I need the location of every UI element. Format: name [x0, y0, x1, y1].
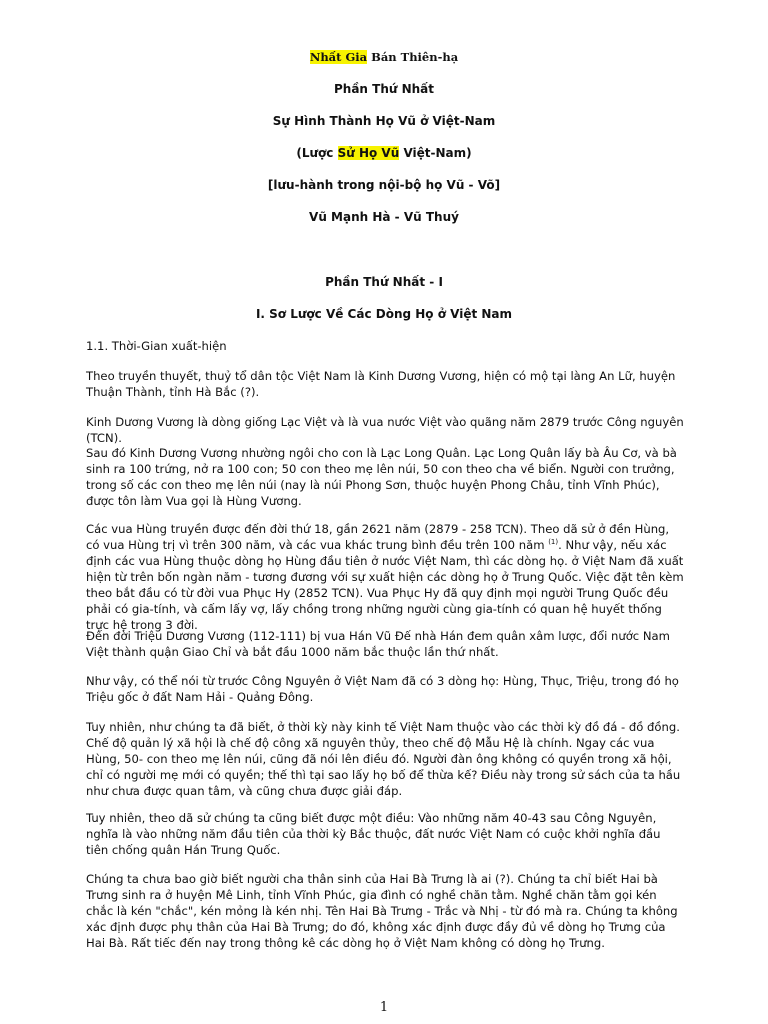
- paragraph-text: Đến đời Triệu Dương Vương (112-111) bị vua Hán Vũ Đế nhà Hán đem quân xâm lược, đổi nước Nam Việt thành quận Giao Chỉ và bắt đầu 1000 năm bắc thuộc lần thứ nhất.: [86, 629, 670, 659]
- paragraph-part: Các vua Hùng truyền được đến đời thứ 18, gần 2621 năm (2879 - 258 TCN). Theo dã sử ở đền Hùng, có vua Hùng trị vì trên 300 năm, và các vua khác trung bình đều trên 100 năm: [86, 522, 670, 552]
- main-title: Sự Hình Thành Họ Vũ ở Việt-Nam: [272, 114, 496, 128]
- part-heading: Phần Thứ Nhất: [333, 82, 435, 96]
- subheading: [86, 338, 684, 354]
- section-subtitle: I. Sơ Lược Về Các Dòng Họ ở Việt Nam: [255, 307, 513, 321]
- circulation-note: [lưu-hành trong nội-bộ họ Vũ - Võ]: [267, 178, 501, 192]
- paragraph-text: Tuy nhiên, theo dã sử chúng ta cũng biết được một điều: Vào những năm 40-43 sau Công Nguyên, nghĩa là vào những năm đầu tiên của thời kỳ Bắc thuộc, đất nước Việt Nam có cuộc khởi nghĩa đầu tiên chống quân Hán Trung Quốc.: [86, 811, 661, 857]
- authors: Vũ Mạnh Hà - Vũ Thuý: [309, 210, 459, 224]
- page-number: 1: [379, 1000, 389, 1015]
- paragraph-1: [86, 368, 684, 400]
- paragraph-text: Chúng ta chưa bao giờ biết người cha thân sinh của Hai Bà Trưng là ai (?). Chúng ta chỉ biết Hai bà Trưng sinh ra ở huyện Mê Linh, tỉnh Vĩnh Phúc, gia đình có nghề chăn tằm. Nghề chăn tằm gọi kén chắc là kén "chắc", kén mỏng là kén nhị. Tên Hai Bà Trưng - Trắc và Nhị - từ đó mà ra. Chúng ta không xác định được phụ thân của Hai Bà Trưng; do đó, không xác định được đầy đủ về dòng họ Trưng của Hai Bà. Rất tiếc đến nay trong thông kê các dòng họ ở Việt Nam không có dòng họ Trưng.: [86, 872, 678, 950]
- subheading-text: 1.1. Thời-Gian xuất-hiện: [86, 339, 227, 353]
- paragraph-9: [86, 871, 684, 951]
- paragraph-text: Như vậy, có thể nói từ trước Công Nguyên ở Việt Nam đã có 3 dòng họ: Hùng, Thục, Triệu, trong đó họ Triệu gốc ở đất Nam Hải - Quảng Đông.: [86, 674, 679, 704]
- subtitle-pre: (Lược: [296, 146, 338, 160]
- paragraph-text: Theo truyền thuyết, thuỷ tổ dân tộc Việt Nam là Kinh Dương Vương, hiện có mộ tại làng An Lữ, huyện Thuận Thành, tỉnh Hà Bắc (?).: [86, 369, 676, 399]
- paragraph-text: [86, 521, 684, 633]
- section-title: Phần Thứ Nhất - I: [325, 275, 443, 289]
- highlighted-text: Nhất Gia: [309, 50, 368, 64]
- paragraph-2: [86, 414, 684, 446]
- subtitle: [0, 145, 768, 161]
- paragraph-5: [86, 628, 684, 660]
- footnote-ref[interactable]: (1): [548, 538, 559, 547]
- paragraph-6: [86, 673, 684, 705]
- paragraph-part: . Như vậy, nếu xác định các vua Hùng thuộc dòng họ Hùng đầu tiên ở nước Việt Nam, thì các dòng họ. ở Việt Nam đã xuất hiện từ trên bốn ngàn năm - tương đương với sự xuất hiện các dòng họ ở Trung Quốc. Việc đặt tên kèm theo bắt đầu có từ đời vua Phục Hy (2852 TCN). Vua Phục Hy đã quy định mọi người Trung Quốc đều phải có gia-tính, và cấm lấy vợ, lấy chồng trong những người cùng gia-tính có quan hệ huyết thống trực hệ trong 3 đời.: [86, 538, 684, 632]
- doc-title-rest: Bán Thiên-hạ: [367, 50, 459, 64]
- paragraph-4: [86, 521, 684, 633]
- paragraph-7: [86, 719, 684, 799]
- highlighted-text: Sử Họ Vũ: [337, 146, 400, 160]
- paragraph-text: Sau đó Kinh Dương Vương nhường ngôi cho con là Lạc Long Quân. Lạc Long Quân lấy bà Âu Cơ, và bà sinh ra 100 trứng, nở ra 100 con; 50 con theo mẹ lên núi, 50 con theo cha về biển. Người con trưởng, trong số các con theo mẹ lên núi (nay là núi Phong Sơn, thuộc huyện Phong Châu, tỉnh Vĩnh Phúc), được tôn làm Vua gọi là Hùng Vương.: [86, 446, 677, 508]
- paragraph-8: [86, 810, 684, 858]
- paragraph-text: Kinh Dương Vương là dòng giống Lạc Việt và là vua nước Việt vào quãng năm 2879 trước Công nguyên (TCN).: [86, 415, 684, 445]
- paragraph-text: Tuy nhiên, như chúng ta đã biết, ở thời kỳ này kinh tế Việt Nam thuộc vào các thời kỳ đồ đá - đồ đồng. Chế độ quản lý xã hội là chế độ công xã nguyên thủy, theo chế độ Mẫu Hệ là chính. Ngay các vua Hùng, 50- con theo mẹ lên núi, cũng đã nói lên điều đó. Người đàn ông không có quyền trong xã hội, chỉ có người mẹ mới có quyền; thế thì tại sao lấy họ bố để thừa kế? Điều này trong sử sách của ta hầu như chưa được quan tâm, và cũng chưa được giải đáp.: [86, 720, 681, 798]
- doc-title: [0, 49, 768, 65]
- subtitle-post: Việt-Nam): [399, 146, 472, 160]
- paragraph-3: [86, 445, 684, 509]
